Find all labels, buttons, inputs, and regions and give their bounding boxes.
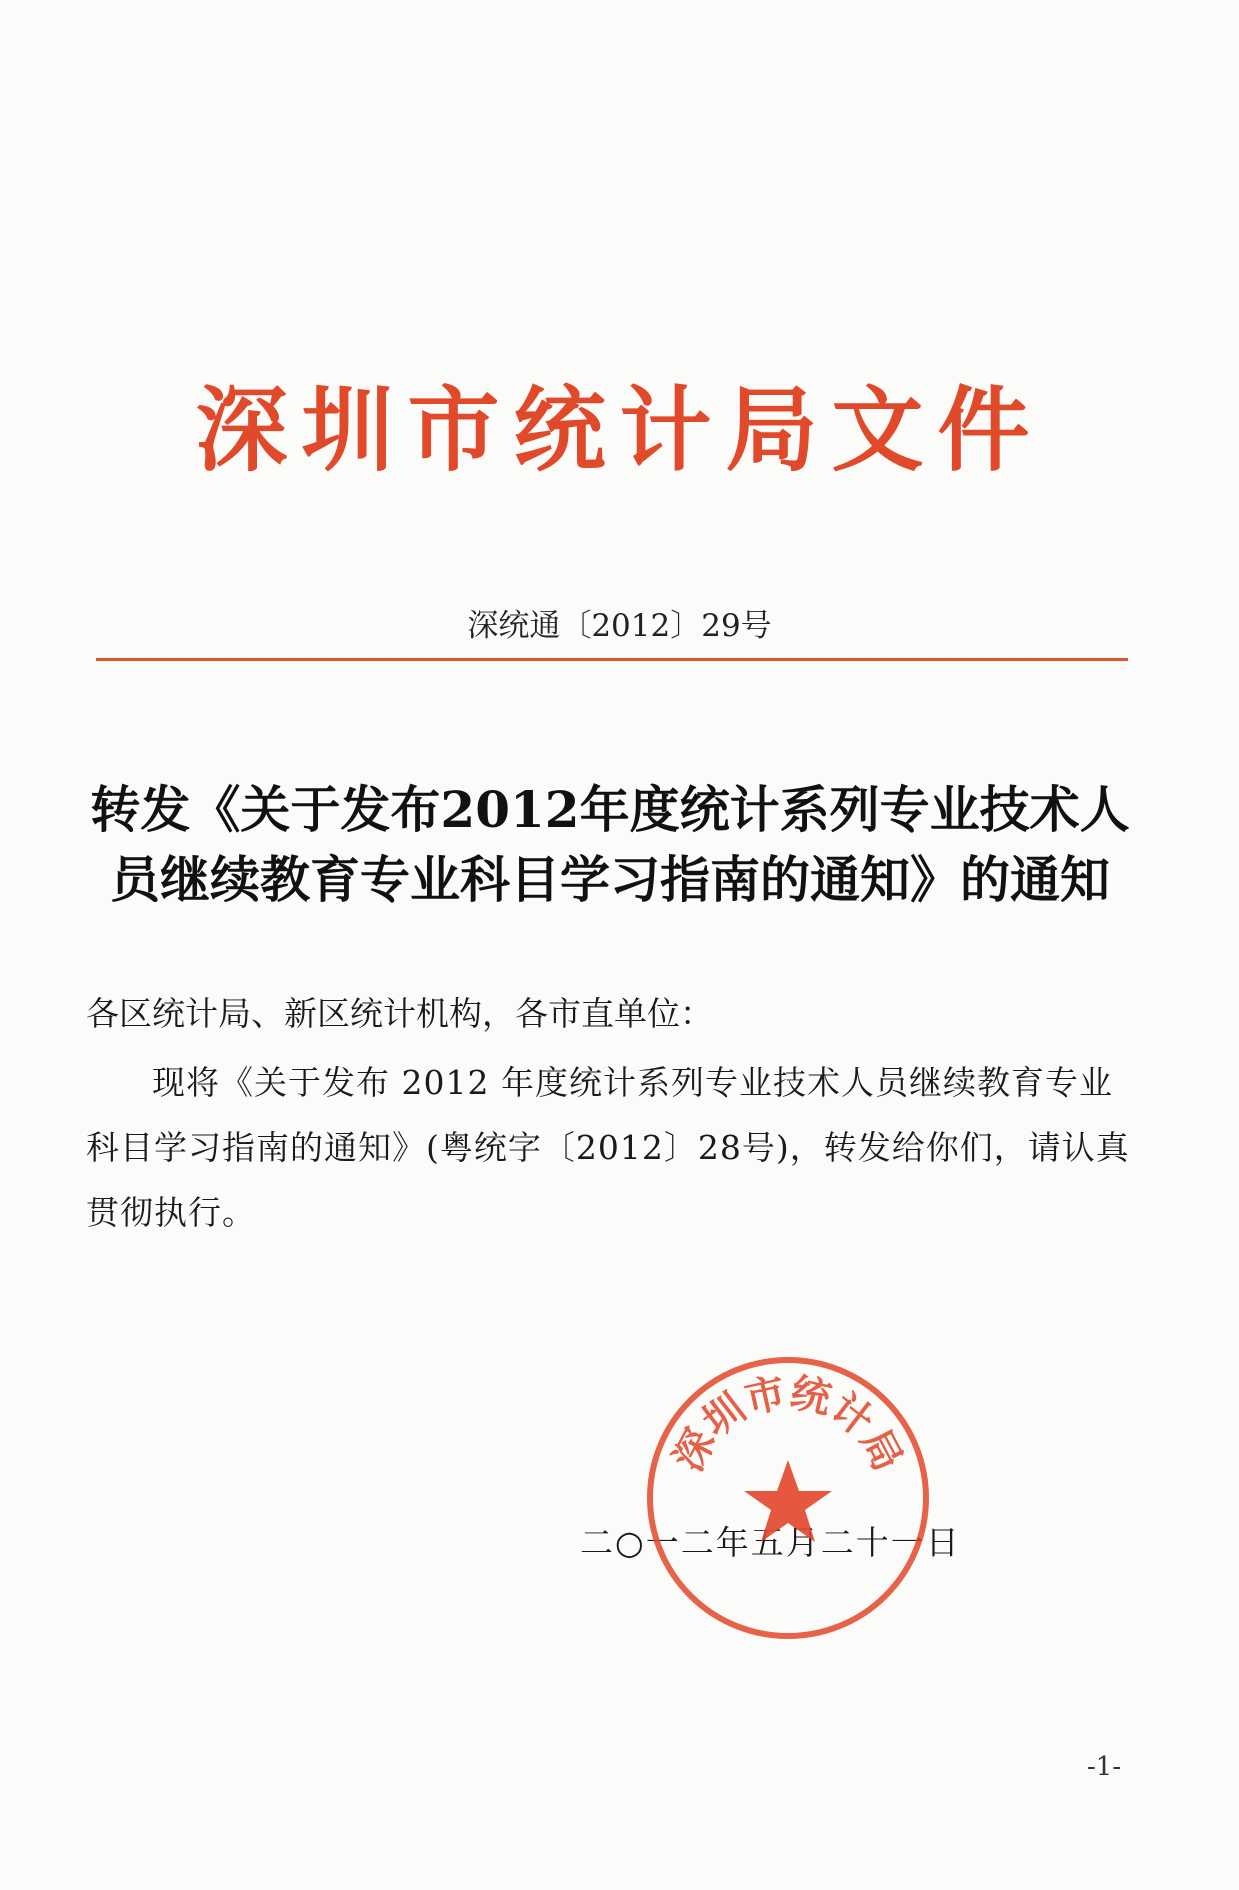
official-seal-icon bbox=[638, 1348, 938, 1648]
notice-title-line-1: 转发《关于发布2012年度统计系列专业技术人 bbox=[90, 780, 1130, 839]
notice-title-line-2: 员继续教育专业科目学习指南的通知》的通知 bbox=[110, 850, 1110, 909]
letterhead-title: 深圳市统计局文件 bbox=[195, 377, 1044, 484]
red-divider-line bbox=[96, 658, 1128, 661]
page-number: -1- bbox=[1087, 1752, 1122, 1782]
issue-date: 二○一二年五月二十一日 bbox=[580, 1523, 961, 1562]
salutation: 各区统计局、新区统计机构，各市直单位： bbox=[86, 994, 713, 1033]
notice-title bbox=[70, 775, 1150, 915]
document-number: 深统通〔2012〕29号 bbox=[467, 608, 772, 644]
body-paragraph: 现将《关于发布 2012 年度统计系列专业技术人员继续教育专业科目学习指南的通知》(粤统字〔2012〕28号)，转发给你们，请认真贯彻执行。 bbox=[86, 1063, 1130, 1232]
seal-text: 深圳市统计局 bbox=[665, 1369, 911, 1479]
